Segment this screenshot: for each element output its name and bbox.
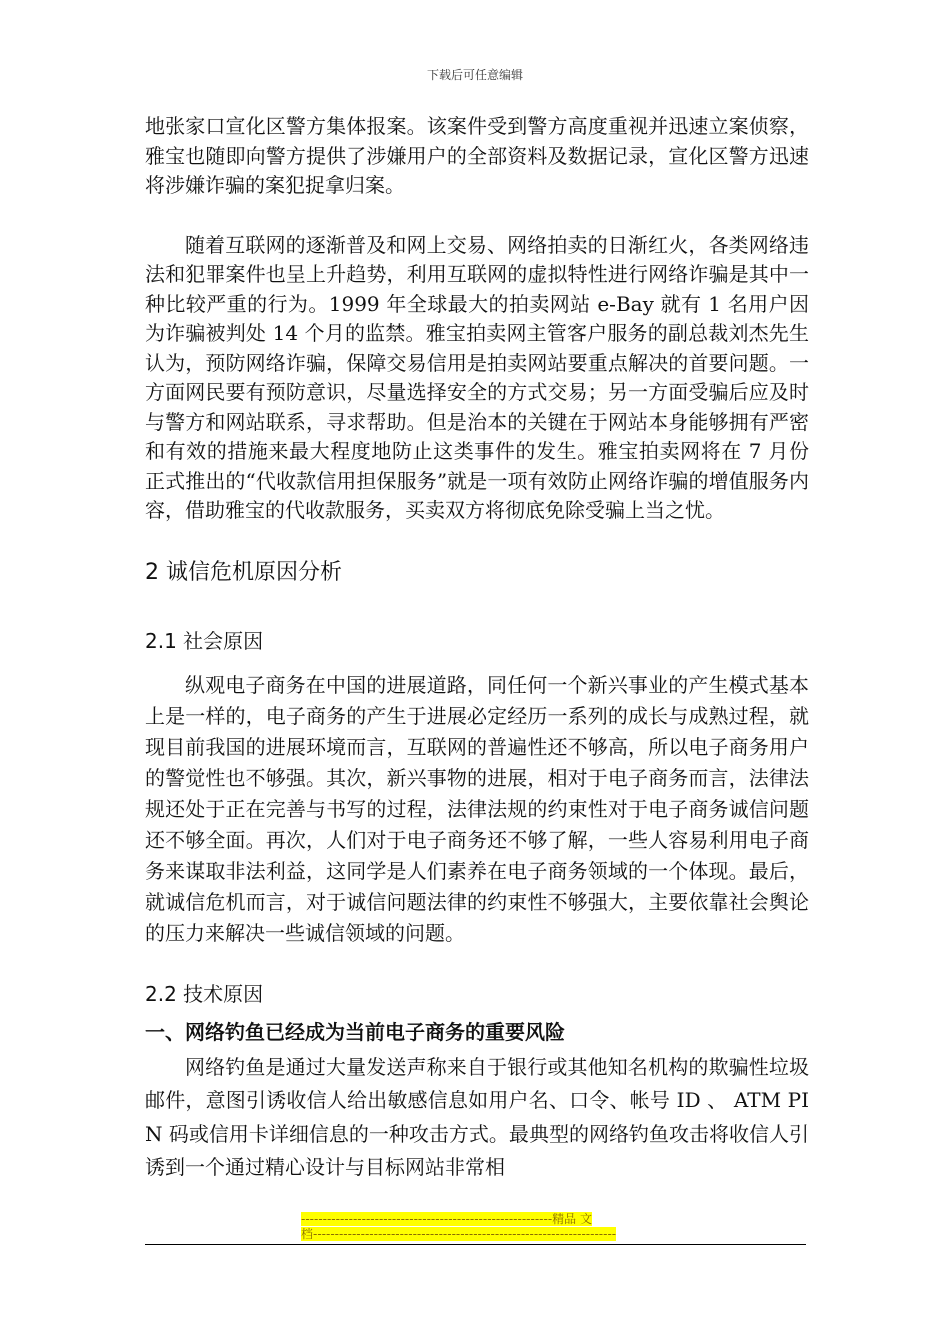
subsection-heading-2-2: 2.2 技术原因	[145, 981, 264, 1006]
subsection-heading-2-1: 2.1 社会原因	[145, 628, 264, 653]
paragraph-online-fraud: 随着互联网的逐渐普及和网上交易、网络拍卖的日渐红火，各类网络违法和犯罪案件也呈上升趋势，利用互联网的虚拟特性进行网络诈骗是其中一种比较严重的行为。1999 年全球最大的拍卖网站 e-Bay 就有 1 名用户因为诈骗被判处 14 个月的监禁。雅宝拍卖网主管客户服务的副总裁刘杰先生认为，预防网络诈骗，保障交易信用是拍卖网站要重点解决的首要问题。一方面网民要有预防意识，尽量选择安全的方式交易；另一方面受骗后应及时与警方和网站联系，寻求帮助。但是治本的关键在于网站本身能够拥有严密和有效的措施来最大程度地防止这类事件的发生。雅宝拍卖网将在 7 月份正式推出的“代收款信用担保服务”就是一项有效防止网络诈骗的增值服务内容，借助雅宝的代收款服务，买卖双方将彻底免除受骗上当之忧。	[145, 232, 809, 522]
footer-rule	[145, 1244, 806, 1245]
item-heading-phishing: 一、网络钓鱼已经成为当前电子商务的重要风险	[145, 1019, 565, 1044]
paragraph-phishing: 网络钓鱼是通过大量发送声称来自于银行或其他知名机构的欺骗性垃圾邮件，意图引诱收信人给出敏感信息如用户名、口令、帐号 ID 、 ATM PIN 码或信用卡详细信息的一种攻击方式。最典型的网络钓鱼攻击将收信人引诱到一个通过精心设计与目标网站非常相	[145, 1054, 809, 1179]
paragraph-social-causes: 纵观电子商务在中国的进展道路，同任何一个新兴事业的产生模式基本上是一样的，电子商务的产生于进展必定经历一系列的成长与成熟过程，就现目前我国的进展环境而言，互联网的普遍性还不够高，所以电子商务用户的警觉性也不够强。其次，新兴事物的进展，相对于电子商务而言，法律法规还处于正在完善与书写的过程，法律法规的约束性对于电子商务诚信问题还不够全面。再次，人们对于电子商务还不够了解，一些人容易利用电子商务来谋取非法利益，这同学是人们素养在电子商务领域的一个体现。最后，就诚信危机而言，对于诚信问题法律的约束性不够强大，主要依靠社会舆论的压力来解决一些诚信领域的问题。	[145, 672, 809, 945]
page-header-note: 下载后可任意编辑	[426, 68, 523, 82]
paragraph-fraud-case-end: 地张家口宣化区警方集体报案。该案件受到警方高度重视并迅速立案侦察，雅宝也随即向警方提供了涉嫌用户的全部资料及数据记录，宣化区警方迅速将涉嫌诈骗的案犯捉拿归案。	[145, 114, 809, 197]
section-heading-2: 2 诚信危机原因分析	[145, 559, 342, 585]
footer-watermark	[301, 1212, 647, 1242]
document-body	[145, 112, 809, 1185]
footer-watermark-line1: ----------------------------------------------------------精品 文	[301, 1212, 592, 1226]
footer-watermark-line2: 档----------------------------------------------------------------------	[301, 1227, 617, 1241]
